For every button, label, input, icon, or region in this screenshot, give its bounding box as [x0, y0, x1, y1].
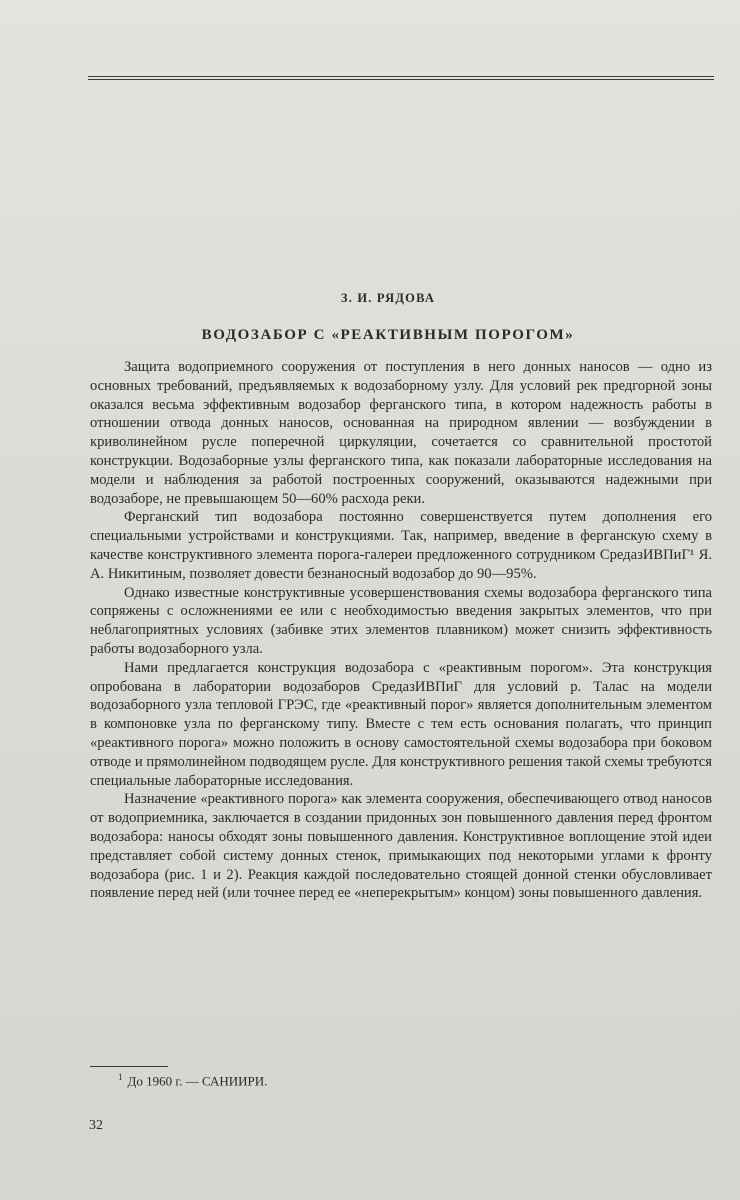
footnote [118, 1072, 267, 1089]
article-author: З. И. РЯДОВА [340, 291, 436, 305]
article-body [90, 358, 712, 903]
page-number: 32 [89, 1118, 103, 1133]
paragraph-4: Нами предлагается конструкция водозабора с «реактивным порогом». Эта конструкция опробована в лаборатории водозаборов СредазИВПиГ для условий р. Талас на модели водозаборного узла тепловой ГРЭС, где «реактивный порог» является дополнительным элементом в компоновке узла по ферганскому типу. Вместе с тем есть основания полагать, что принцип «реактивного порога» можно положить в основу самостоятельной схемы водозабора при боковом отводе и прямолинейном подводящем русле. Для конструктивного решения такой схемы требуются специальные лабораторные исследования. [90, 659, 712, 789]
footnote-marker: 1 [118, 1072, 123, 1082]
footnote-rule [90, 1066, 168, 1067]
paragraph-1: Защита водоприемного сооружения от поступления в него донных наносов — одно из основных требований, предъявляемых к водозаборному узлу. Для условий рек предгорной зоны оказался весьма эффективным водозабор ферганского типа, в котором надежность работы в отношении отвода донных наносов, основанная на природном явлении — возбуждении в криволинейном русле поперечной циркуляции, сочетается со сравнительной простотой конструкции. Водозаборные узлы ферганского типа, как показали лабораторные исследования на модели и наблюдения за работой построенных сооружений, оказываются надежными при водозаборе, не превышающем 50—60% расхода реки. [90, 359, 712, 507]
paragraph-5: Назначение «реактивного порога» как элемента сооружения, обеспечивающего отвод наносов от водоприемника, заключается в создании придонных зон повышенного давления перед фронтом водозабора: наносы обходят зоны повышенного давления. Конструктивное воплощение этой идеи представляет собой систему донных стенок, примыкающих под некоторыми углами к фронту водозабора (рис. 1 и 2). Реакция каждой последовательно стоящей донной стенки обусловливает появление перед ней (или точнее перед ее «неперекрытым» концом) зоны повышенного давления. [90, 791, 712, 902]
article-title: ВОДОЗАБОР С «РЕАКТИВНЫМ ПОРОГОМ» [201, 327, 575, 343]
top-rule [88, 76, 714, 80]
footnote-text: До 1960 г. — САНИИРИ. [127, 1073, 268, 1089]
paragraph-3: Однако известные конструктивные усовершенствования схемы водозабора ферганского типа сопряжены с осложнениями ее или с необходимостью введения закрытых элементов, что при неблагоприятных условиях (забивке этих элементов плавником) может снизить эффективность работы водозаборного узла. [90, 584, 712, 657]
paragraph-2: Ферганский тип водозабора постоянно совершенствуется путем дополнения его специальными устройствами и конструкциями. Так, например, введение в ферганскую схему в качестве конструктивного элемента порога-галереи предложенного сотрудником СредазИВПиГ¹ Я. А. Никитиным, позволяет довести безнаносный водозабор до 90—95%. [90, 509, 712, 582]
